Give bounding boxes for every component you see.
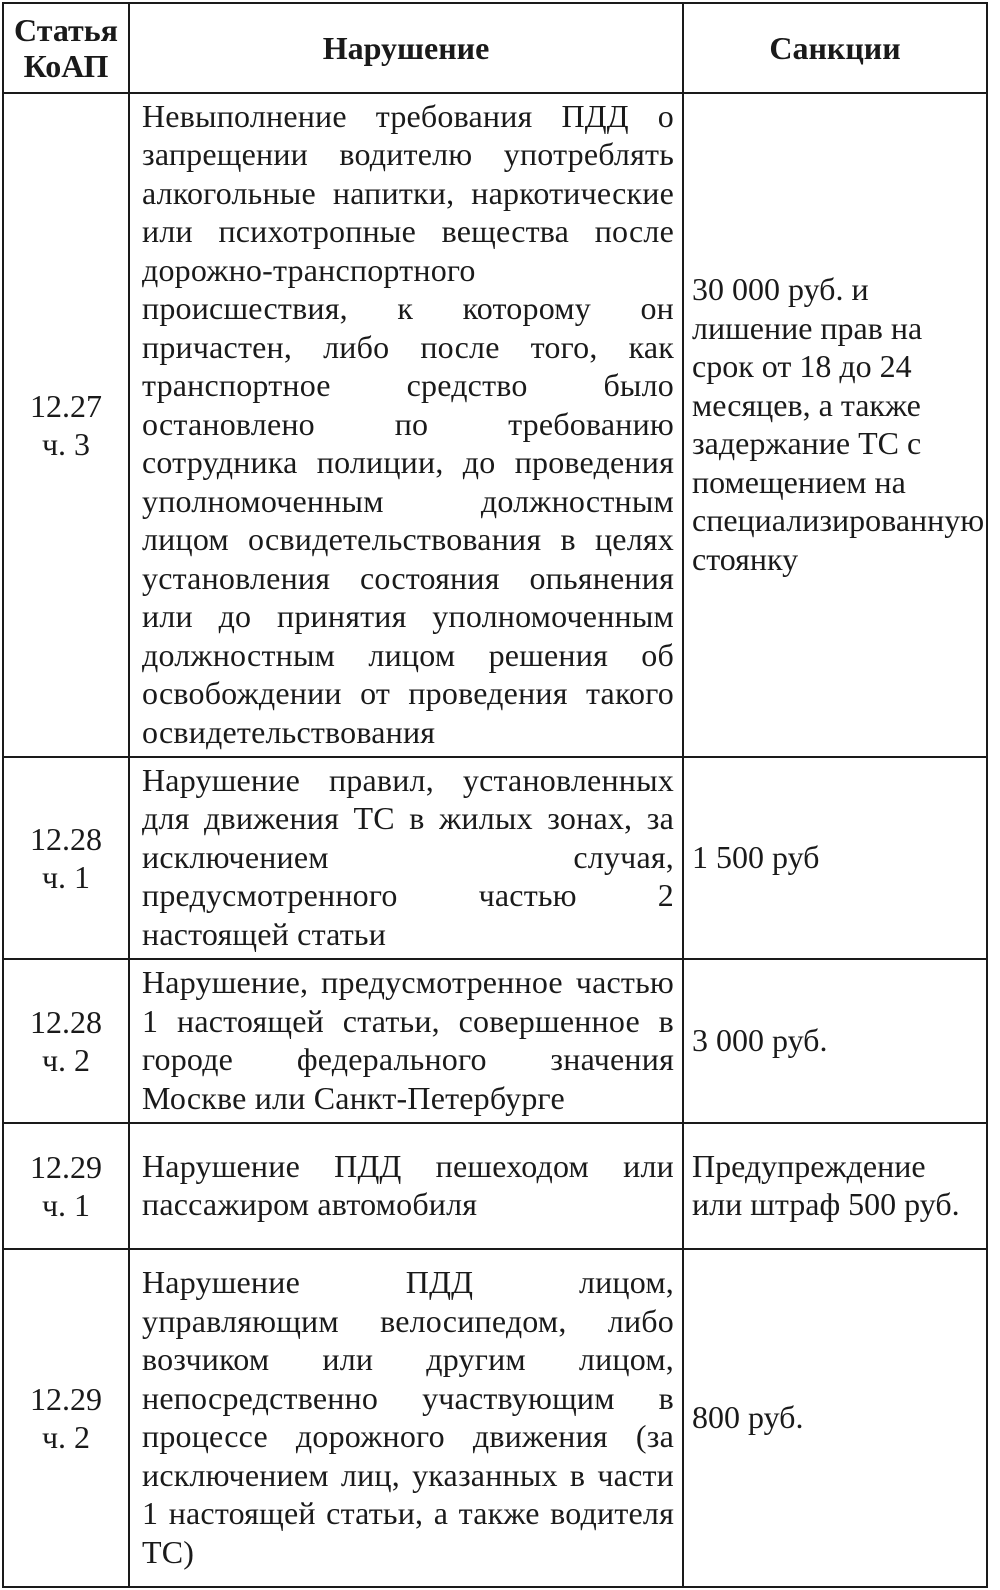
table-row bbox=[3, 757, 987, 959]
sanction-cell bbox=[683, 757, 987, 959]
sanction-cell bbox=[683, 1249, 987, 1587]
header-article bbox=[3, 3, 129, 93]
violation-cell bbox=[129, 93, 683, 757]
table-row bbox=[3, 1123, 987, 1249]
sanction-text: 1 500 руб bbox=[692, 838, 820, 875]
header-row bbox=[3, 3, 987, 93]
article-number: 12.28 bbox=[30, 821, 102, 857]
violation-cell bbox=[129, 959, 683, 1123]
header-violation-label: Нарушение bbox=[322, 30, 490, 66]
violation-text: Нарушение ПДД лицом, управляющим велосипедом, либо возчиком или другим лицом, непосредственно участвующим в процессе дорожного движения (за исключением лиц, указанных в части 1 настоящей статьи, а также водителя ТС) bbox=[142, 1264, 674, 1570]
article-number: 12.29 bbox=[30, 1149, 102, 1185]
article-part: ч. 1 bbox=[41, 859, 91, 895]
header-sanctions bbox=[683, 3, 987, 93]
header-violation bbox=[129, 3, 683, 93]
sanction-text: 800 руб. bbox=[692, 1398, 804, 1435]
violation-text: Нарушение правил, установленных для движения ТС в жилых зонах, за исключением случая, предусмотренного частью 2 настоящей статьи bbox=[142, 761, 674, 952]
article-part: ч. 2 bbox=[41, 1419, 91, 1455]
article-number: 12.27 bbox=[30, 388, 102, 424]
table-row bbox=[3, 1249, 987, 1587]
violation-cell bbox=[129, 757, 683, 959]
violation-text: Невыполнение требования ПДД о запрещении водителю употреблять алкогольные напитки, наркотические или психотропные вещества после дорожно-транспортного происшествия, к которому он причастен, либо после того, как транспортное средство было остановлено по требованию сотрудника полиции, до проведения уполномоченным должностным лицом освидетельствования в целях установления состояния опьянения или до принятия уполномоченным должностным лицом решения об освобождении от проведения такого освидетельствования bbox=[142, 97, 674, 750]
table-row bbox=[3, 959, 987, 1123]
sanction-text: 30 000 руб. и лишение прав на срок от 18 до 24 месяцев, а также задержание ТС с помещением на специализированную стоянку bbox=[692, 271, 985, 577]
article-number: 12.28 bbox=[30, 1004, 102, 1040]
header-article-label: Статья КоАП bbox=[14, 12, 118, 84]
article-number: 12.29 bbox=[30, 1381, 102, 1417]
violation-text: Нарушение ПДД пешеходом или пассажиром автомобиля bbox=[142, 1147, 674, 1222]
article-cell bbox=[3, 93, 129, 757]
sanction-cell bbox=[683, 1123, 987, 1249]
sanction-cell bbox=[683, 93, 987, 757]
violation-cell bbox=[129, 1123, 683, 1249]
table-row bbox=[3, 93, 987, 757]
article-cell bbox=[3, 757, 129, 959]
violation-cell bbox=[129, 1249, 683, 1587]
article-part: ч. 1 bbox=[41, 1187, 91, 1223]
sanction-cell bbox=[683, 959, 987, 1123]
article-part: ч. 2 bbox=[41, 1042, 91, 1078]
koap-violations-table bbox=[2, 2, 988, 1588]
violation-text: Нарушение, предусмотренное частью 1 настоящей статьи, совершенное в городе федерального значения Москве или Санкт-Петербурге bbox=[142, 964, 674, 1116]
header-sanctions-label: Санкции bbox=[769, 30, 901, 66]
article-part: ч. 3 bbox=[41, 426, 91, 462]
article-cell bbox=[3, 959, 129, 1123]
sanction-text: Предупреждение или штраф 500 руб. bbox=[692, 1147, 960, 1222]
article-cell bbox=[3, 1249, 129, 1587]
sanction-text: 3 000 руб. bbox=[692, 1021, 828, 1058]
article-cell bbox=[3, 1123, 129, 1249]
